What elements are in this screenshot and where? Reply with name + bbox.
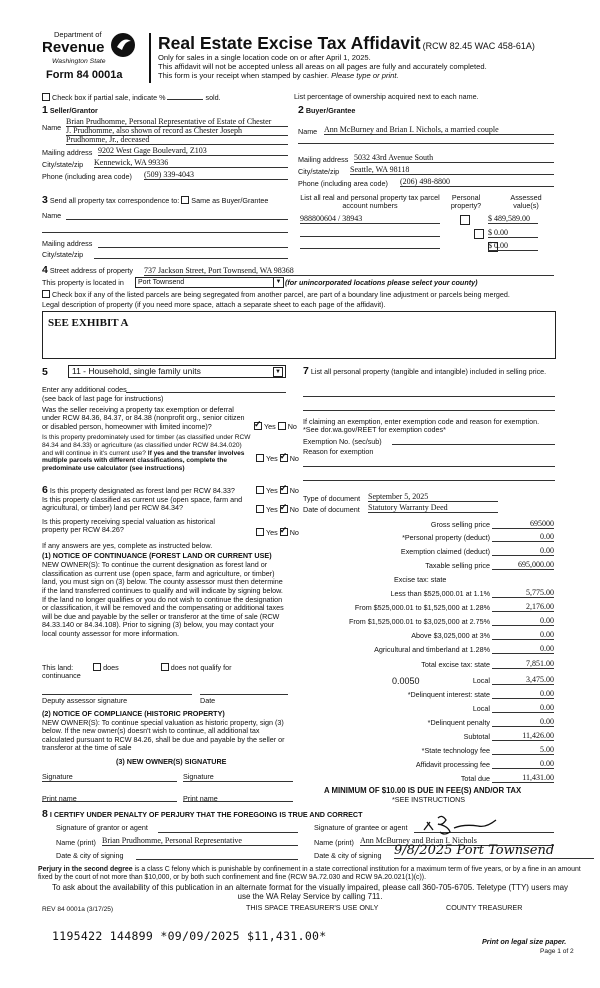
document-type-field[interactable]: September 5, 2025	[368, 492, 498, 502]
perjury-bold: Perjury in the second degree	[38, 866, 133, 873]
current-use-no-label: No	[289, 505, 299, 514]
grantor-name-label: Name (print)	[56, 838, 96, 847]
corr-name-line-2[interactable]	[42, 232, 288, 233]
partial-percent-field[interactable]	[167, 99, 203, 100]
tier-5-value[interactable]: 0.00	[492, 644, 554, 654]
grantee-name-field[interactable]: Ann McBurney and Brian I. Nichols	[360, 836, 554, 846]
corr-city-field[interactable]	[94, 258, 288, 259]
timber-ag-question-bold: If yes and the transfer involves multiple parcels with different classifications, complete the predominate use calculator (see instructions)	[42, 449, 245, 473]
partial-sale-label: Check box if partial sale, indicate %	[52, 93, 166, 102]
treasurer-use-label: THIS SPACE TREASURER'S USE ONLY	[246, 903, 379, 912]
exemption-deferral-question: Was the seller receiving a property tax exemption or deferral under RCW 84.36, 84.37, or 84.38 (nonprofit org., senior citizen or disabled person, homeowner with limited income)?	[42, 405, 245, 431]
street-address-field[interactable]: 737 Jackson Street, Port Townsend, WA 98368	[144, 266, 554, 276]
seller-name-line-2[interactable]: J. Prudhomme, also shown of record as Chester Joseph	[66, 126, 288, 136]
segregated-label: Check box if any of the listed parcels are being segregated from another parcel, are part of a boundary line adjustment or parcels being merged.	[52, 290, 510, 299]
corr-name-field[interactable]	[66, 219, 288, 220]
header-line-1: Only for sales in a single location code on or after April 1, 2025.	[158, 53, 371, 62]
subtotal-value[interactable]: 11,426.00	[492, 731, 554, 741]
local-tax-label: Local	[472, 676, 490, 685]
rcw-ref: (RCW 82.45 WAC 458-61A)	[422, 41, 535, 51]
section-7-num: 7	[303, 365, 309, 377]
affidavit-fee-value[interactable]: 0.00	[492, 759, 554, 769]
delinquent-local-value[interactable]: 0.00	[492, 703, 554, 713]
corr-mail-label: Mailing address	[42, 239, 93, 248]
partial-sale-checkbox[interactable]	[42, 93, 50, 101]
legal-description-text: SEE EXHIBIT A	[48, 317, 129, 329]
continuance-heading: (1) NOTICE OF CONTINUANCE (FOREST LAND OR CURRENT USE)	[42, 551, 272, 560]
personal-col-header: Personal property?	[450, 193, 482, 211]
gross-price-label: Gross selling price	[430, 520, 490, 529]
perjury-text: is a class C felony which is punishable by confinement in a state correctional institution for a maximum term of five years, or by a fine in an amount fixed by the court of not more than $10,000, or by both such confinement and fine (RCW 9A.72.030 and RCW 9A.20.021(1)(c)).	[38, 866, 581, 882]
assessed-value-2[interactable]: $ 0.00	[488, 228, 538, 238]
alternate-format-note: To ask about the availability of this publication in an alternate format for the visually impaired, please call 360-705-6705. Teletype (TTY) users may use the WA Relay Service by calling 711.	[51, 883, 569, 902]
header-line-3-italic: Please type or print.	[331, 71, 399, 80]
historic-no-label: No	[289, 528, 299, 537]
parcel-number-3[interactable]	[300, 248, 440, 249]
personal-property-line-1[interactable]	[303, 396, 555, 397]
excise-state-heading: Excise tax: state	[394, 575, 447, 584]
same-as-buyer-checkbox[interactable]	[181, 196, 189, 204]
affidavit-fee-label: Affidavit processing fee	[415, 760, 490, 769]
personal-prop-checkbox-1[interactable]	[460, 215, 470, 225]
revenue-wordmark: Revenue	[42, 39, 105, 56]
grantee-date-city-handwritten[interactable]: 9/8/2025 Port Townsend	[394, 843, 594, 859]
timber-ag-question-text: Is this property predominately used for timber (as classified under RCW 84.34 and 84.33) or agriculture (as classified under RCW 84.34.020) and will continue in it's current use?	[42, 434, 251, 457]
local-rate: 0.0050	[392, 676, 420, 686]
legal-size-note: Print on legal size paper.	[482, 937, 567, 946]
gross-price-value[interactable]: 695000	[492, 519, 554, 529]
certification-heading: I CERTIFY UNDER PENALTY OF PERJURY THAT THE FOREGOING IS TRUE AND CORRECT	[49, 810, 363, 819]
buyer-city-label: City/state/zip	[298, 167, 340, 176]
seller-phone-label: Phone (including area code)	[42, 172, 132, 181]
dept-line: Department of	[54, 30, 102, 39]
delinquent-state-label: *Delinquent interest: state	[407, 690, 490, 699]
parcel-number-1[interactable]: 988800604 / 38943	[300, 214, 440, 224]
form-number: Form 84 0001a	[46, 69, 123, 81]
delinquent-penalty-value[interactable]: 0.00	[492, 717, 554, 727]
q2-no-checkbox[interactable]	[280, 454, 288, 462]
does-not-label: does not qualify for	[170, 663, 232, 672]
grantee-date-label: Date & city of signing	[314, 851, 382, 860]
seller-heading: Seller/Grantor	[49, 106, 98, 115]
deputy-signature-label: Deputy assessor signature	[42, 696, 128, 705]
located-in-label: This property is located in	[42, 278, 124, 287]
if-any-note: If any answers are yes, complete as instructed below.	[42, 541, 213, 550]
does-not-checkbox[interactable]	[161, 663, 169, 671]
taxable-price-value[interactable]: 695,000.00	[492, 560, 554, 570]
segregated-checkbox[interactable]	[42, 290, 50, 298]
current-use-yes-label: Yes	[266, 505, 278, 514]
section-3-num: 3	[42, 194, 48, 206]
document-date-label: Date of document	[303, 505, 360, 514]
location-select[interactable]	[135, 277, 284, 288]
buyer-name-field[interactable]: Ann McBurney and Brian I. Nichols, a married couple	[324, 125, 554, 135]
timber-ag-question	[42, 434, 254, 473]
cashier-receipt-stamp: 1195422 144899 *09/09/2025 $11,431.00*	[52, 929, 327, 943]
section-1-num: 1	[42, 104, 48, 116]
total-due-value[interactable]: 11,431.00	[492, 773, 554, 783]
historic-yes-checkbox[interactable]	[256, 528, 264, 536]
dor-logo	[40, 30, 140, 85]
tier-3-label: From $1,525,000.01 to $3,025,000 at 2.75%	[348, 617, 490, 626]
document-date-field[interactable]: Statutory Warranty Deed	[368, 503, 498, 513]
continuance-label: continuance	[42, 671, 81, 680]
seller-phone-field[interactable]: (509) 339-4043	[144, 170, 288, 180]
legal-description-box[interactable]	[42, 311, 556, 359]
seller-city-label: City/state/zip	[42, 160, 84, 169]
grantor-name-field[interactable]: Brian Prudhomme, Personal Representative	[102, 836, 298, 846]
partial-sold-label: sold.	[205, 93, 221, 102]
exemption-reason-line-1[interactable]	[303, 466, 555, 467]
assessed-col-header: Assessed value(s)	[510, 193, 542, 211]
legal-description-label: Legal description of property (if you need more space, attach a separate sheet to each page of the affidavit).	[42, 300, 386, 309]
chevron-down-icon[interactable]: ▼	[273, 278, 283, 287]
q1-no-checkbox[interactable]	[278, 422, 286, 430]
grantor-signature-line[interactable]	[158, 832, 298, 833]
delinquent-state-value[interactable]: 0.00	[492, 689, 554, 699]
ownership-note: List percentage of ownership acquired next to each name.	[294, 92, 479, 101]
exemption-number-field[interactable]	[392, 444, 555, 445]
state-line: Washington State	[52, 58, 106, 65]
current-use-question: Is this property classified as current use (open space, farm and agricultural, or timber) land per RCW 84.34?	[42, 495, 243, 513]
corr-city-label: City/state/zip	[42, 250, 84, 259]
section-8-num: 8	[42, 808, 48, 820]
forest-no-checkbox[interactable]	[280, 486, 288, 494]
personal-property-line-2[interactable]	[303, 410, 555, 411]
tier-4-value[interactable]: 0.00	[492, 630, 554, 640]
grantor-date-label: Date & city of signing	[56, 851, 124, 860]
tier-2-value[interactable]: 2,176.00	[492, 602, 554, 612]
additional-codes-label: Enter any additional codes	[42, 385, 127, 394]
seller-name-line-1[interactable]: Brian Prudhomme, Personal Representative of Estate of Chester	[66, 117, 288, 127]
buyer-mail-field[interactable]: 5032 43rd Avenue South	[354, 153, 554, 163]
header-line-3: This form is your receipt when stamped by cashier.	[158, 71, 329, 80]
compliance-heading: (2) NOTICE OF COMPLIANCE (HISTORIC PROPERTY)	[42, 709, 225, 718]
minimum-fee-note: A MINIMUM OF $10.00 IS DUE IN FEE(S) AND/OR TAX	[324, 786, 522, 795]
parcel-number-2[interactable]	[300, 236, 440, 237]
see-instructions-note: *SEE INSTRUCTIONS	[392, 795, 466, 804]
section-6-num: 6	[42, 484, 48, 496]
signature-label-1: Signature	[42, 772, 73, 781]
forest-yes-label: Yes	[266, 486, 278, 495]
buyer-phone-field[interactable]: (206) 498-8800	[400, 177, 554, 187]
current-use-no-checkbox[interactable]	[280, 505, 288, 513]
tier-1-value[interactable]: 5,775.00	[492, 588, 554, 598]
page-number: Page 1 of 2	[540, 948, 574, 955]
tier-4-label: Above $3,025,000 at 3%	[411, 631, 490, 640]
historic-no-checkbox[interactable]	[280, 528, 288, 536]
q2-no-label: No	[289, 454, 299, 463]
tier-3-value[interactable]: 0.00	[492, 616, 554, 626]
buyer-name-label: Name	[298, 127, 318, 136]
taxable-price-label: Taxable selling price	[425, 561, 490, 570]
tech-fee-value[interactable]: 5.00	[492, 745, 554, 755]
tier-5-label: Agricultural and timberland at 1.28%	[374, 645, 490, 654]
current-use-yes-checkbox[interactable]	[256, 505, 264, 513]
exemption-reason-label: Reason for exemption	[303, 447, 374, 456]
exemption-deduct-value[interactable]: 0.00	[492, 546, 554, 556]
grantor-date-field[interactable]	[136, 859, 298, 860]
buyer-mail-label: Mailing address	[298, 155, 349, 164]
buyer-city-field[interactable]: Seattle, WA 98118	[350, 165, 554, 175]
same-as-buyer-label: Same as Buyer/Grantee	[191, 196, 269, 205]
continuance-text: NEW OWNER(S): To continue the current designation as forest land or classification as current use (open space, farm and agriculture, or timber) land, you must sign on (3) below. The county assessor must then determine if the land transferred continues to qualify and will indicate by signing below. If the land no longer qualifies or you do not wish to continue the designation or classification, it will be removed and the compensating or additional taxes will be due and payable by the seller or transferor at the time of sale (RCW 84.33.140 or 84.34.108). Prior to signing (3) below, you may contact your local county assessor for more information.	[42, 560, 284, 639]
header-divider	[149, 33, 151, 83]
logo-swirl-icon	[110, 32, 136, 58]
new-owner-signature-heading: (3) NEW OWNER(S) SIGNATURE	[116, 757, 227, 766]
see-back-note: (see back of last page for instructions)	[42, 394, 164, 403]
seller-mail-label: Mailing address	[42, 148, 93, 157]
historic-question: Is this property receiving special valuation as historical property per RCW 84.26?	[42, 517, 215, 535]
additional-codes-field[interactable]	[126, 392, 286, 393]
section-5-num: 5	[42, 366, 48, 378]
seller-city-field[interactable]: Kennewick, WA 99336	[94, 158, 288, 168]
section-2-num: 2	[298, 104, 304, 116]
assessed-value-1[interactable]: $ 489,589.00	[488, 214, 538, 224]
parcel-col-header: List all real and personal property tax parcel account numbers	[300, 193, 440, 211]
forest-land-question: Is this property designated as forest land per RCW 84.33?	[49, 486, 235, 495]
print-name-label-2: Print name	[183, 794, 218, 803]
section-4-num: 4	[42, 264, 48, 276]
form-title: Real Estate Excise Tax Affidavit	[158, 33, 421, 53]
located-note: (for unincorporated locations please select your county)	[285, 278, 478, 287]
exemption-instructions: If claiming an exemption, enter exemption code and reason for exemption. *See dor.wa.gov/REET for exemption codes*	[303, 417, 540, 435]
use-code-value: 11 - Household, single family units	[72, 366, 201, 376]
correspondence-label: Send all property tax correspondence to:	[49, 196, 180, 205]
q1-yes-checkbox[interactable]	[254, 422, 262, 430]
exemption-number-label: Exemption No. (sec/sub)	[303, 437, 382, 446]
header-line-2: This affidavit will not be accepted unless all areas on all pages are fully and accurately completed.	[158, 62, 487, 71]
personal-property-label: List all personal property (tangible and intangible) included in selling price.	[310, 367, 547, 376]
personal-deduct-value[interactable]: 0.00	[492, 532, 554, 542]
local-tax-value[interactable]: 3,475.00	[492, 675, 554, 685]
grantee-signature-image	[420, 812, 500, 838]
print-name-label-1: Print name	[42, 794, 77, 803]
q1-yes-label: Yes	[264, 422, 276, 431]
buyer-heading: Buyer/Grantee	[305, 106, 356, 115]
does-checkbox[interactable]	[93, 663, 101, 671]
tier-2-label: From $525,000.01 to $1,525,000 at 1.28%	[354, 603, 490, 612]
q2-yes-label: Yes	[266, 454, 278, 463]
total-due-label: Total due	[460, 774, 490, 783]
exemption-deduct-label: Exemption claimed (deduct)	[400, 547, 490, 556]
seller-name-line-3[interactable]: Prudhomme, Jr., deceased	[66, 135, 288, 145]
forest-no-label: No	[289, 486, 299, 495]
delinquent-penalty-label: *Delinquent penalty	[427, 718, 490, 727]
seller-mail-field[interactable]: 9202 West Gage Boulevard, Z103	[98, 146, 288, 156]
personal-deduct-label: *Personal property (deduct)	[402, 533, 490, 542]
subtotal-label: Subtotal	[463, 732, 490, 741]
corr-name-label: Name	[42, 211, 62, 220]
document-type-label: Type of document	[303, 494, 361, 503]
location-select-value: Port Townsend	[138, 279, 185, 286]
historic-yes-label: Yes	[266, 528, 278, 537]
compliance-text: NEW OWNER(S): To continue special valuation as historic property, sign (3) below. If the new owner(s) doesn't wish to continue, all additional tax calculated pursuant to RCW 84.26, shall be due and payable by the seller or transferor at the time of sale	[42, 718, 285, 753]
assessed-value-3[interactable]: $ 0.00	[488, 241, 538, 251]
tier-1-label: Less than $525,000.01 at 1.1%	[390, 589, 490, 598]
deputy-date-line[interactable]	[200, 694, 288, 695]
total-state-label: Total excise tax: state	[421, 660, 490, 669]
seller-name-label: Name	[42, 123, 62, 132]
county-treasurer-label: COUNTY TREASURER	[446, 903, 523, 912]
use-code-select[interactable]	[68, 365, 286, 378]
perjury-notice	[38, 866, 583, 882]
chevron-down-icon[interactable]: ▼	[273, 367, 283, 377]
deputy-date-label: Date	[200, 696, 216, 705]
personal-prop-checkbox-2[interactable]	[474, 229, 484, 239]
grantor-signature-label: Signature of grantor or agent	[56, 823, 148, 832]
forest-yes-checkbox[interactable]	[256, 486, 264, 494]
tech-fee-label: *State technology fee	[421, 746, 490, 755]
this-land-label: This land:	[42, 663, 74, 672]
grantee-signature-label: Signature of grantee or agent	[314, 823, 408, 832]
deputy-signature-line[interactable]	[42, 694, 192, 695]
grantee-name-label: Name (print)	[314, 838, 354, 847]
q2-yes-checkbox[interactable]	[256, 454, 264, 462]
exemption-reason-line-2[interactable]	[303, 480, 555, 481]
buyer-name-line-2[interactable]	[298, 143, 554, 144]
does-label: does	[103, 663, 119, 672]
revision-label: REV 84 0001a (3/17/25)	[42, 906, 114, 913]
q1-no-label: No	[287, 422, 297, 431]
street-address-label: Street address of property	[49, 266, 133, 275]
buyer-phone-label: Phone (including area code)	[298, 179, 388, 188]
total-state-value[interactable]: 7,851.00	[492, 659, 554, 669]
signature-label-2: Signature	[183, 772, 214, 781]
corr-mail-field[interactable]	[98, 247, 288, 248]
delinquent-local-label: Local	[472, 704, 490, 713]
